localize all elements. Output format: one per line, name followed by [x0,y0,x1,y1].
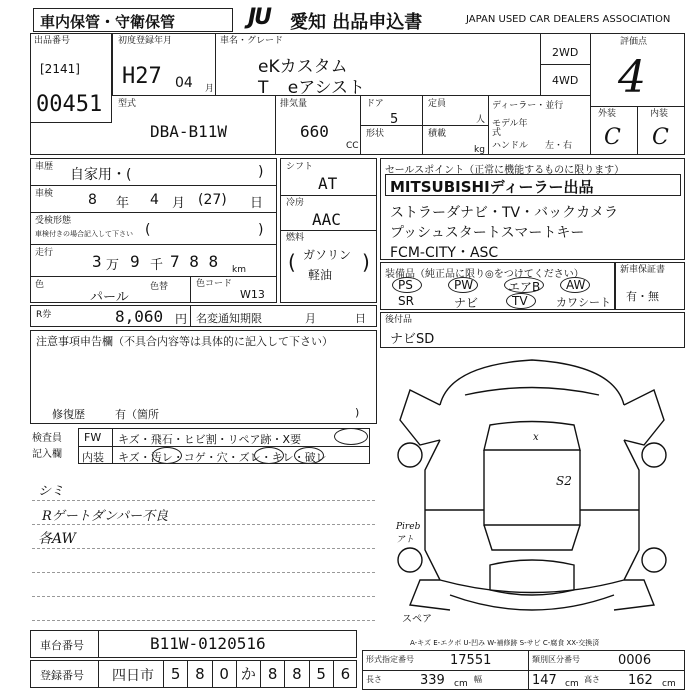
handle-label: ハンドル [492,141,529,151]
score-value: 4 [618,52,646,103]
accept-label: 受検形態 [35,216,72,226]
car-front-right-fender [624,390,664,445]
sales-line2: ストラーダナビ・TV・バックカメラ [390,205,619,221]
plate-digits [163,660,357,688]
color-code-label: 色コード [196,279,233,289]
plate-digit: 8 [284,660,308,688]
specs-mid [362,670,685,671]
type-value: 17551 [450,653,492,668]
equip-ps: PS [398,278,413,292]
history-value: 自家用・( [70,167,132,183]
inspector-interior: 内装 [82,451,104,464]
disp-value: 660 [300,122,329,141]
shift-value: AT [318,174,338,193]
car-wheel-fr [642,443,666,467]
score-mid [637,106,638,155]
equip-aw: AW [566,278,586,292]
dealer-label: ディーラー・並行 [492,101,564,111]
equip-circle-tv [506,293,536,309]
tax-value: 8,060 [115,307,164,326]
width-label: 幅 [474,675,482,684]
plate-digit: 5 [309,660,333,688]
equip-navi: ナビ [454,296,479,310]
circle-yogore [152,447,182,464]
warranty-label: 新車保証書 [620,265,666,275]
cap-label: 定員 [428,99,447,109]
color-value: パール [90,290,129,305]
score-label: 評価点 [620,37,648,47]
l-line4 [30,276,277,277]
repair-close: ) [355,406,360,419]
color-change-label: 色替 [150,282,169,292]
name-line2: T eアシスト [258,78,366,98]
plate-digit: 8 [260,660,284,688]
diagram-mark-pireb: Pirebアト [396,522,421,545]
plate-digit: 5 [163,660,187,688]
l-line2 [30,212,277,213]
inspector-col [112,428,113,464]
model-value: DBA-B11W [150,122,228,141]
inspect-year-unit: 年 [116,196,130,211]
accept-close: ) [258,222,264,238]
cool-value: AAC [312,210,341,229]
plate-digit: 6 [333,660,357,688]
note-line-2 [32,524,375,525]
form-title: 愛知 出品申込書 [290,12,423,33]
score-int-label: 内装 [650,109,669,119]
class-value: 0006 [618,653,652,668]
model-label: 型式 [118,99,137,109]
equip-circle-airbag [504,277,544,293]
reg-month-unit: 月 [205,84,215,94]
circle-x-yo [334,428,368,445]
association-name: JAPAN USED CAR DEALERS ASSOCIATION [466,14,671,25]
mileage-sen-unit: 千 [150,258,164,273]
accept-note: 車検付きの場合記入して下さい [35,230,133,238]
history-close: ) [258,164,264,180]
equip-tv: TV [512,294,528,308]
mileage-man-unit: 万 [106,258,120,273]
name-divider [215,33,216,95]
len-unit: cm [454,679,468,689]
car-hood-outline [440,360,624,405]
inspect-day-unit: 日 [250,196,264,211]
car-rear-right [614,580,654,610]
lot-label: 出品番号 [34,36,71,46]
warranty-value: 有・無 [626,290,659,303]
ju-logo: JU [248,5,271,30]
dealer-divider [488,95,489,155]
storage-label: 車内保管・守衛保管 [40,13,176,31]
drive-2wd: 2WD [552,46,579,59]
reg-divider [112,33,113,95]
shift-label: シフト [286,162,314,172]
note-line-4 [32,572,375,573]
circle-kire [294,447,324,464]
sales-label: セールスポイント（正常に機能するものに限ります） [385,165,625,176]
shape-label: 形状 [366,129,385,139]
reg-year: H27 [122,64,162,89]
equip-sr: SR [398,294,414,308]
len-label: 長さ [366,675,382,684]
reg-label: 初度登録年月 [118,36,173,46]
history-label: 車歴 [35,162,54,172]
color-div [190,276,191,303]
note-line-6 [32,620,375,621]
car-front-bumper [465,388,599,396]
lot-number: 00451 [36,92,103,117]
lot-code: [2141] [40,62,80,76]
mileage-man: 3 [92,252,102,271]
aftermarket-value: ナビSD [390,332,435,347]
circle-zure [254,447,284,464]
score-ext: C [604,125,621,150]
class-label: 類別区分番号 [532,655,580,664]
color-label: 色 [35,280,45,290]
inspector-label1: 検査員 [32,433,62,444]
inspector-fw: FW [84,431,102,444]
tax-label: R券 [36,310,52,320]
door-label: ドア [366,99,384,109]
height-label: 高さ [584,675,600,684]
equip-circle-aw [560,277,590,293]
inspect-year: 8 [88,192,97,208]
door-value: 5 [390,112,399,127]
disp-divider [275,95,276,155]
name-label: 車名・グレード [220,36,284,46]
equip-circle-ps [392,277,422,293]
damage-legend: A-キズ E-エクボ U-凹み W-補修跡 S-サビ C-腐食 XX-交換済 [410,639,600,647]
tax-div [190,305,191,327]
door-split [360,125,488,126]
inspector-label2: 記入欄 [32,449,62,460]
s-line1 [280,195,377,196]
car-diagram [380,350,685,640]
car-rear-left [410,580,450,610]
diagram-spare-label: スペア [402,614,432,625]
sales-line4: FCM-CITY・ASC [390,245,499,261]
disp-unit: CC [346,141,359,151]
equip-airbag: エアB [508,280,541,294]
car-wheel-rl [398,548,422,572]
sales-line3: プッシュスタートスマートキー [390,225,585,241]
inspector-row1: キズ・飛石・ヒビ割・リペア跡・X要 [118,433,302,446]
handwritten-note-2: Rゲートダンパー不良 [42,509,169,524]
car-rear-gate [440,580,624,593]
sales-line1: MITSUBISHIディーラー出品 [390,178,594,196]
car-rear-bumper [450,595,614,610]
equip-pw: PW [454,278,474,292]
car-wheel-fl [398,443,422,467]
mileage-label: 走行 [35,248,54,258]
name-line1: eKカスタム [258,57,348,77]
notice-day: 日 [355,312,366,325]
note-line-3 [32,548,375,549]
type-label: 形式指定番号 [366,655,414,664]
inspect-month: 4 [150,192,159,208]
equip-circle-pw [448,277,478,293]
row2-line [112,95,590,96]
fuel-close: ) [362,250,370,274]
car-wheel-rr [642,548,666,572]
l-line1 [30,185,277,186]
reg-month: 04 [175,75,193,91]
mileage-rest: 7 8 8 [170,252,219,271]
plate-label: 登録番号 [40,669,84,682]
s-line2 [280,230,377,231]
car-rear-window [484,525,580,550]
width-value: 147 [532,673,557,688]
inspect-label: 車検 [35,189,54,199]
fuel-label: 燃料 [286,233,305,243]
width-unit: cm [565,679,579,689]
mileage-sen: 9 [130,252,140,271]
plate-digit: 0 [212,660,236,688]
fuel-light: 軽油 [308,268,333,282]
diagram-mark-x: x [533,432,539,443]
plate-digit: 8 [187,660,211,688]
inspector-row2: キズ・汚レ・コゲ・穴・ズレ・キレ・破レ [118,451,327,464]
plate-city: 四日市 [112,668,154,684]
tax-unit: 円 [175,312,188,326]
drive-split [540,64,590,65]
plate-digit: か [236,660,260,688]
load-unit: kg [474,145,485,155]
cool-label: 冷房 [286,198,305,208]
handwritten-note-1: シミ [38,484,65,499]
score-ext-label: 外装 [598,109,617,119]
car-windshield [484,422,580,451]
specs-div1 [528,650,529,690]
caution-label: 注意事項申告欄（不具合内容等は具体的に記入して下さい） [36,335,333,348]
chassis-value: B11W-0120516 [150,634,266,653]
cap-unit: 人 [476,115,486,125]
inspect-day: (27) [198,192,227,208]
repair-value: 有（箇所 [115,408,159,421]
color-code: W13 [240,288,265,301]
car-front-left-fender [400,390,440,445]
plate-div [98,660,99,688]
notice-month: 月 [305,312,316,325]
equip-label: 装備品（純正品に限り◎をつけてください） [385,269,584,280]
accept-open: ( [145,222,151,238]
len-value: 339 [420,673,445,688]
note-line-1 [32,500,375,501]
car-spare-tire [490,560,574,595]
handwritten-note-3: 各AW [38,531,76,547]
fuel-gas: ガソリン [303,248,352,262]
diagram-mark-s2: S2 [556,474,572,488]
repair-label: 修復歴 [52,408,85,421]
equip-seat: カワシート [556,296,611,309]
mileage-unit: km [232,265,246,275]
load-label: 積載 [428,129,447,139]
chassis-label: 車台番号 [40,639,84,652]
score-int: C [652,125,669,150]
disp-label: 排気量 [280,99,308,109]
l-line3 [30,244,277,245]
model-year-label: モデル年式 [492,119,528,138]
inspect-month-unit: 月 [172,196,186,211]
notice-label: 名変通知期限 [196,312,262,325]
fuel-open: ( [288,250,296,274]
handle-value: 左・右 [545,141,573,151]
height-unit: cm [662,679,676,689]
height-value: 162 [628,673,653,688]
drive-4wd: 4WD [552,74,579,87]
chassis-div [98,630,99,658]
aftermarket-label: 後付品 [385,315,413,325]
note-line-5 [32,596,375,597]
